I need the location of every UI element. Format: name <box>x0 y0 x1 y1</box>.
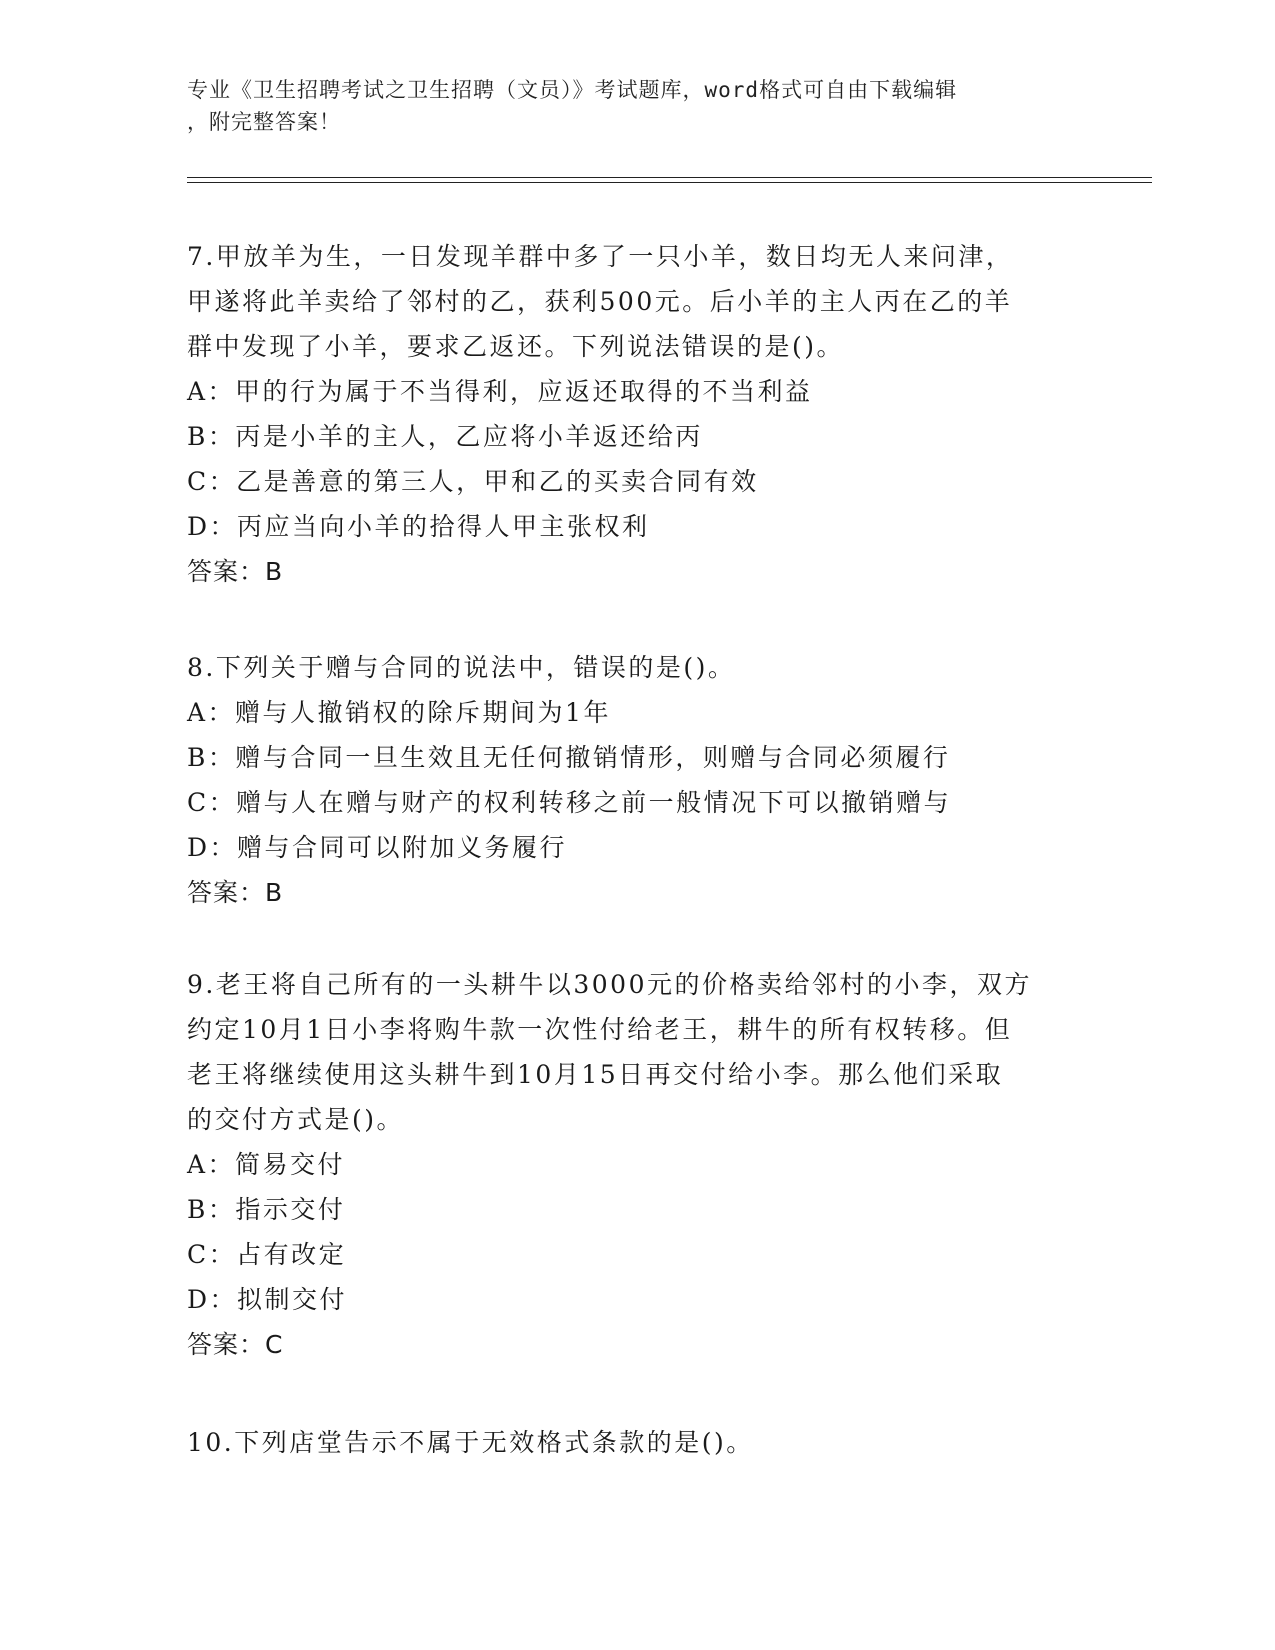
document-header <box>187 74 1067 138</box>
question-text-line: 7.甲放羊为生，一日发现羊群中多了一只小羊，数日均无人来问津， <box>187 242 1014 271</box>
option-c: C：占有改定 <box>187 1240 347 1269</box>
answer: 答案：B <box>187 557 284 586</box>
question-8 <box>187 645 1087 915</box>
question-9 <box>187 962 1087 1367</box>
option-d: D：拟制交付 <box>187 1285 348 1314</box>
header-line-2: ，附完整答案！ <box>187 110 341 134</box>
question-7 <box>187 234 1087 594</box>
option-c: C：乙是善意的第三人，甲和乙的买卖合同有效 <box>187 467 759 496</box>
header-line-1: 专业《卫生招聘考试之卫生招聘（文员）》考试题库，word格式可自由下载编辑 <box>187 78 958 102</box>
question-text-line: 8.下列关于赠与合同的说法中，错误的是()。 <box>187 653 736 682</box>
question-text-line: 约定10月1日小李将购牛款一次性付给老王，耕牛的所有权转移。但 <box>187 1015 1013 1044</box>
question-text-line: 9.老王将自己所有的一头耕牛以3000元的价格卖给邻村的小李，双方 <box>187 970 1032 999</box>
question-10 <box>187 1420 1087 1465</box>
option-b: B：指示交付 <box>187 1195 346 1224</box>
header-divider-top <box>187 177 1152 178</box>
option-d: D：丙应当向小羊的拾得人甲主张权利 <box>187 512 650 541</box>
answer: 答案：C <box>187 1330 284 1359</box>
option-a: A：甲的行为属于不当得利，应返还取得的不当利益 <box>187 377 813 406</box>
answer: 答案：B <box>187 878 284 907</box>
header-divider-bottom <box>187 182 1152 183</box>
option-b: B：赠与合同一旦生效且无任何撤销情形，则赠与合同必须履行 <box>187 743 951 772</box>
question-text-line: 甲遂将此羊卖给了邻村的乙，获利500元。后小羊的主人丙在乙的羊 <box>187 287 1013 316</box>
option-c: C：赠与人在赠与财产的权利转移之前一般情况下可以撤销赠与 <box>187 788 952 817</box>
question-text-line: 群中发现了小羊，要求乙返还。下列说法错误的是()。 <box>187 332 845 361</box>
question-text-line: 老王将继续使用这头耕牛到10月15日再交付给小李。那么他们采取 <box>187 1060 1004 1089</box>
option-a: A：简易交付 <box>187 1150 346 1179</box>
option-d: D：赠与合同可以附加义务履行 <box>187 833 568 862</box>
option-a: A：赠与人撤销权的除斥期间为1年 <box>187 698 611 727</box>
option-b: B：丙是小羊的主人，乙应将小羊返还给丙 <box>187 422 703 451</box>
question-text-line: 的交付方式是()。 <box>187 1105 405 1134</box>
question-text-line: 10.下列店堂告示不属于无效格式条款的是()。 <box>187 1428 754 1457</box>
